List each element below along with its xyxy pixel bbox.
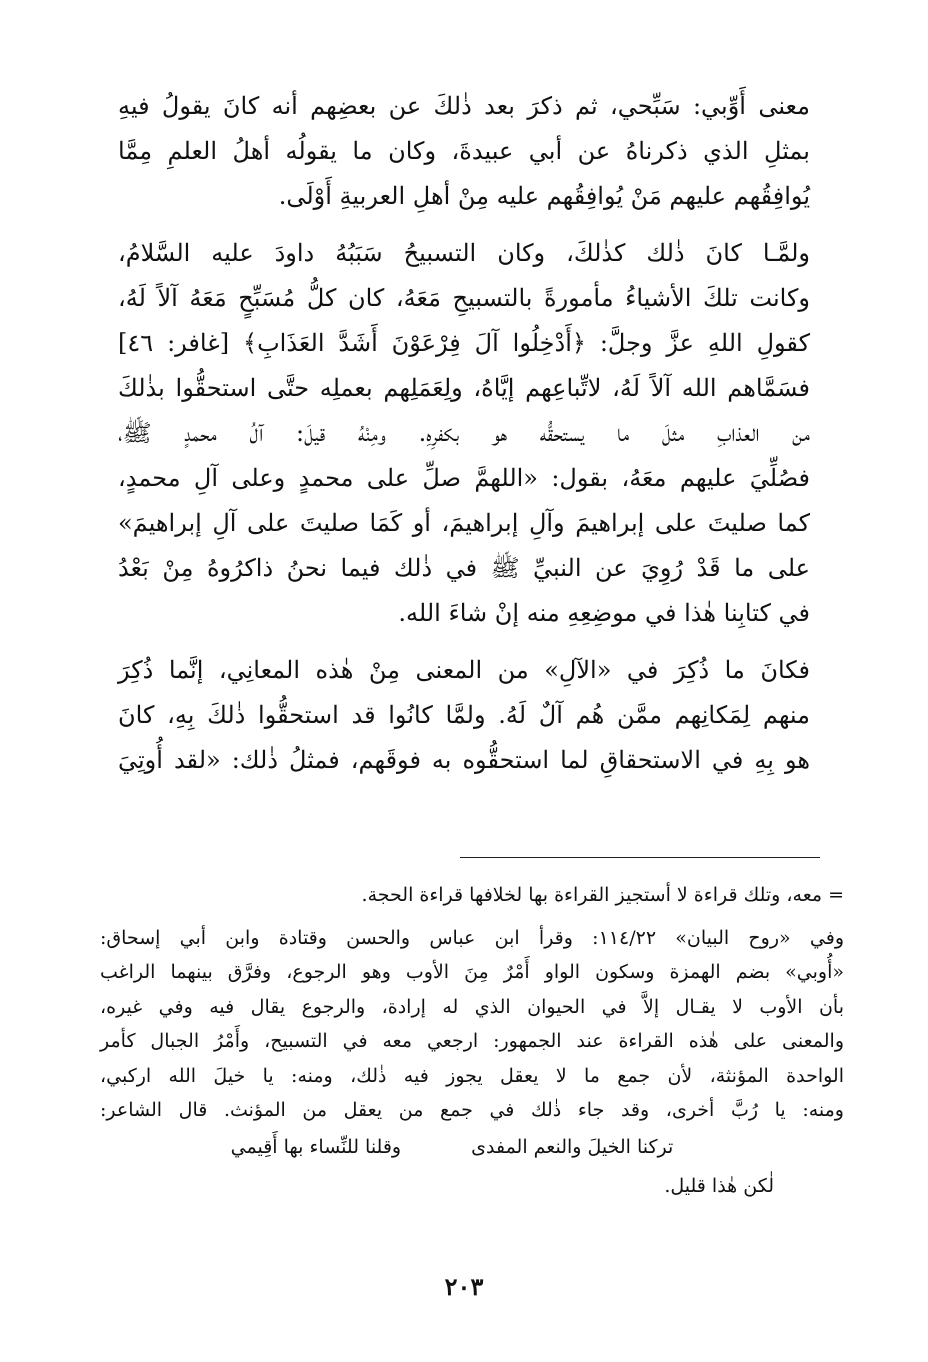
poem-hemistich-left: وقلنا للنِّساء بها أَقِيمي [230, 1135, 402, 1158]
paragraph-3 [118, 648, 810, 783]
text-line: من العذابِ مثلَ ما يستحقُّه هو بكفرِهِ. ومِنْهُ قيلَ: آلُ محمدٍ ﷺ، [118, 419, 810, 447]
page-number: ٢٠٣ [444, 1272, 484, 1301]
footnote-gap [100, 913, 844, 921]
main-text [118, 84, 810, 795]
footnote-closing: لٰكن هٰذا قليل. [664, 1174, 774, 1197]
text-line: فصُلِّيَ عليهم معَهُ، بقول: «اللهمَّ صلِّ على محمدٍ وعلى آلِ محمدٍ، [118, 464, 810, 492]
footnote-separator [460, 857, 820, 858]
text-line: كما صليتَ على إبراهيمَ وآلِ إبراهيمَ، أو كَمَا صليتَ على آلِ إبراهيمَ» [118, 509, 810, 537]
footnote-line: وفي «روح البيان» ١١٤/٢٢: وقرأ ابن عباس والحسن وقتادة وابن أبي إسحاق: [100, 926, 844, 949]
poem-hemistich-right: تركنا الخيلَ والنعم المفدى [471, 1135, 674, 1158]
footnote-line: ومنه: يا رُبَّ أخرى، وقد جاء ذٰلك في جمع من يعقل من المؤنث. قال الشاعر: [100, 1099, 844, 1121]
text-line: معنى أَوِّبي: سَبِّحي، ثم ذكرَ بعد ذٰلكَ عن بعضِهم أنه كانَ يقولُ فيهِ [118, 92, 810, 120]
footnote-line: = معه، وتلك قراءة لا أستجيز القراءة بها لخلافها قراءة الحجة. [361, 884, 844, 906]
text-line: في كتابِنا هٰذا في موضِعِهِ منه إنْ شاءَ الله. [398, 599, 810, 627]
text-line: بمثلِ الذي ذكرناهُ عن أبي عبيدةَ، وكان ما يقولُه أهلُ العلمِ مِمَّا [118, 137, 810, 165]
text-line: هو بِهِ في الاستحقاقِ لما استحقُّوه به فوقَهم، فمثلُ ذٰلك: «لقد أُوتِيَ [118, 746, 810, 774]
footnote-line: بأن الأوب لا يقـال إلاَّ في الحيوان الذي له إرادة، والرجوع يقال فيه وفي غيره، [100, 995, 844, 1018]
paragraph-1 [118, 84, 810, 219]
text-line: على ما قَدْ رُوِيَ عن النبيِّ ﷺ في ذٰلك فيما نحنُ ذاكرُوهُ مِنْ بَعْدُ [118, 554, 810, 582]
text-line: ولمَّـا كانَ ذٰلك كذٰلكَ، وكان التسبيحُ سَبَبُهُ داودَ عليه السَّلامُ، [118, 239, 810, 267]
text-line: يُوافِقُهم عليهم مَنْ يُوافِقُهم عليه مِنْ أهلِ العربيةِ أَوْلَى. [278, 182, 810, 210]
footnote-line: الواحدة المؤنثة، لأن جمع ما لا يعقل يجوز فيه ذٰلك، ومنه: يا خيلَ الله اركبي، [100, 1064, 844, 1087]
footnote-line: والمعنى على هٰذه القراءة عند الجمهور: ارجعي معه في التسبيح، وأَمْرُ الجبال كأمر [100, 1030, 844, 1052]
text-line: فكانَ ما ذُكِرَ في «الآلِ» من المعنى مِنْ هٰذه المعانِي، إنَّما ذُكِرَ [118, 656, 810, 684]
text-line: وكانت تلكَ الأشياءُ مأمورةً بالتسبيحِ مَعَهُ، كان كلُّ مُسَبِّحٍ مَعَهُ آلاً لَهُ، [118, 284, 810, 312]
text-line: منهم لِمَكانِهم ممَّن هُم آلٌ لَهُ. ولمَّا كانُوا قد استحقُّوا ذٰلكَ بِهِ، كانَ [118, 701, 810, 729]
text-line: فسَمَّاهم الله آلاً لَهُ، لاتِّباعِهم إيَّاهُ، ولِعَمَلِهم بعملِه حتَّى استحقُّوا بذٰلكَ [118, 374, 810, 402]
text-line: كقولِ اللهِ عزَّ وجلَّ: ﴿أَدْخِلُوا آلَ فِرْعَوْنَ أَشَدَّ العَذَابِ﴾ [غافر: ٤٦] [118, 329, 810, 357]
footnotes [100, 878, 844, 1206]
paragraph-2 [118, 231, 810, 636]
footnote-line: «أُوبي» بضم الهمزة وسكون الواو أَمْرٌ مِنَ الأوب وهو الرجوع، وفرَّق بينهما الراغب [100, 961, 844, 983]
poem-verse [100, 1128, 804, 1166]
